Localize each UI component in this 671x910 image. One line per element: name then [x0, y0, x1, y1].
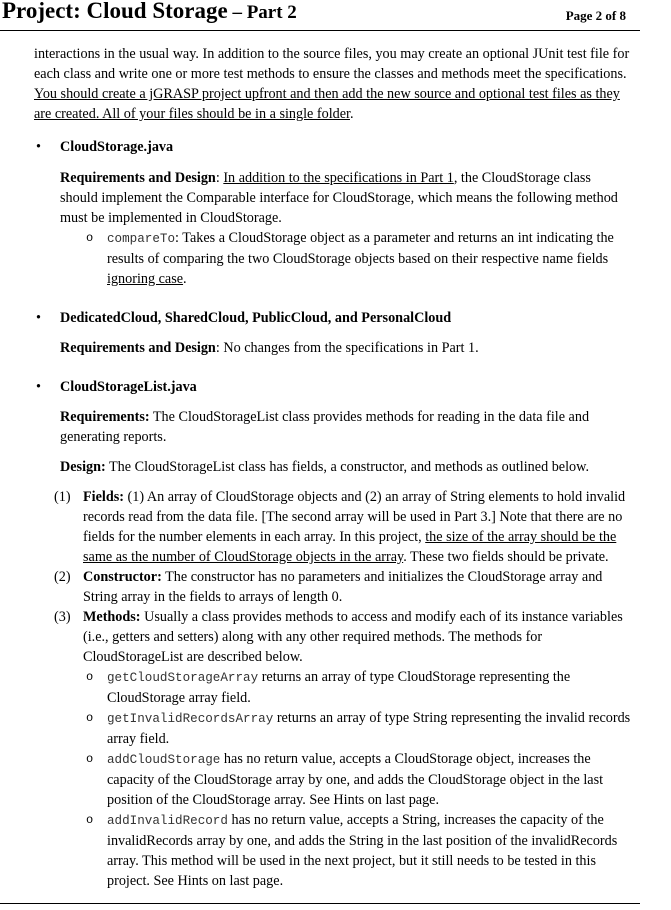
- part-label: – Part 2: [227, 2, 297, 23]
- methods-item: (3) Methods: Usually a class provides methods to access and modify each of its instance variables (i.e., getters and setters) along with any other required methods. The methods for CloudStorageList are described below.: [54, 609, 623, 665]
- subclasses-requirements: Requirements and Design: No changes from the specifications in Part 1.: [60, 340, 479, 356]
- footer-rule: [0, 903, 640, 904]
- section-heading-cloudstoragelist: • CloudStorageList.java: [34, 377, 632, 397]
- page-title: [2, 0, 297, 24]
- project-title: Project: Cloud Storage: [2, 0, 228, 23]
- constructor-number: (2): [54, 569, 71, 585]
- page-number: Page 2 of 8: [565, 8, 626, 23]
- intro-paragraph: interactions in the usual way. In addition to the source files, you may create an optional JUnit test file for each class and write one or more test methods to ensure the classes and methods meet the specifications. You should create a jGRASP project upfront and then add the new source and optional test files as they are created. All of your files should be in a single folder.: [34, 46, 630, 122]
- method-item-getinvalidrecordsarray: o getInvalidRecordsArray returns an array of type String representing the invalid records array field.: [34, 708, 632, 749]
- method-name-compareto: compareTo: [107, 232, 176, 246]
- method-item-getcloudstoragearray: o getCloudStorageArray returns an array of type CloudStorage representing the CloudStorage array field.: [34, 667, 632, 708]
- section-heading-subclasses: • DedicatedCloud, SharedCloud, PublicCloud, and PersonalCloud: [34, 308, 632, 328]
- method-item-addcloudstorage: o addCloudStorage has no return value, accepts a CloudStorage object, increases the capacity of the CloudStorage array by one, and adds the CloudStorage object in the last position of the CloudStorage array. See Hints on last page.: [34, 749, 632, 810]
- intro-underlined-instruction: You should create a jGRASP project upfront and then add the new source and optional test files as they are created. All of your files should be in a single folder: [34, 86, 620, 122]
- document-body: [34, 44, 632, 891]
- list-requirements: Requirements: The CloudStorageList class provides methods for reading in the data file and generating reports.: [60, 409, 590, 445]
- list-design: Design: The CloudStorageList class has fields, a constructor, and methods as outlined below.: [60, 459, 590, 475]
- methods-number: (3): [54, 609, 71, 625]
- constructor-item: (2) Constructor: The constructor has no parameters and initializes the CloudStorage array and String array in the fields to arrays of length 0.: [54, 569, 603, 605]
- compareto-method-item: o compareTo: Takes a CloudStorage object as a parameter and returns an int indicating the results of comparing the two CloudStorage objects based on their respective name fields ignoring case.: [34, 228, 632, 289]
- method-item-addinvalidrecord: o addInvalidRecord has no return value, accepts a String, increases the capacity of the invalidRecords array by one, and adds the String in the last position of the invalidRecords array. This method will be used in the next project, but it still needs to be tested in this project. See Hints on last page.: [34, 810, 632, 891]
- fields-item: (1) Fields: (1) An array of CloudStorage objects and (2) an array of String elements to hold invalid records read from the data file. [The second array will be used in Part 3.] Note that there are no fields for the number elements in each array. In this project, the size of the array should be the same as the number of CloudStorage objects in the array. These two fields should be private.: [54, 489, 626, 565]
- fields-number: (1): [54, 489, 71, 505]
- cloudstorage-requirements: Requirements and Design: In addition to the specifications in Part 1, the CloudStorage class should implement the Comparable interface for CloudStorage, which means the following method must be implemented in CloudStorage.: [60, 170, 618, 226]
- page-header: [0, 0, 640, 31]
- section-heading-cloudstorage: • CloudStorage.java: [34, 137, 632, 157]
